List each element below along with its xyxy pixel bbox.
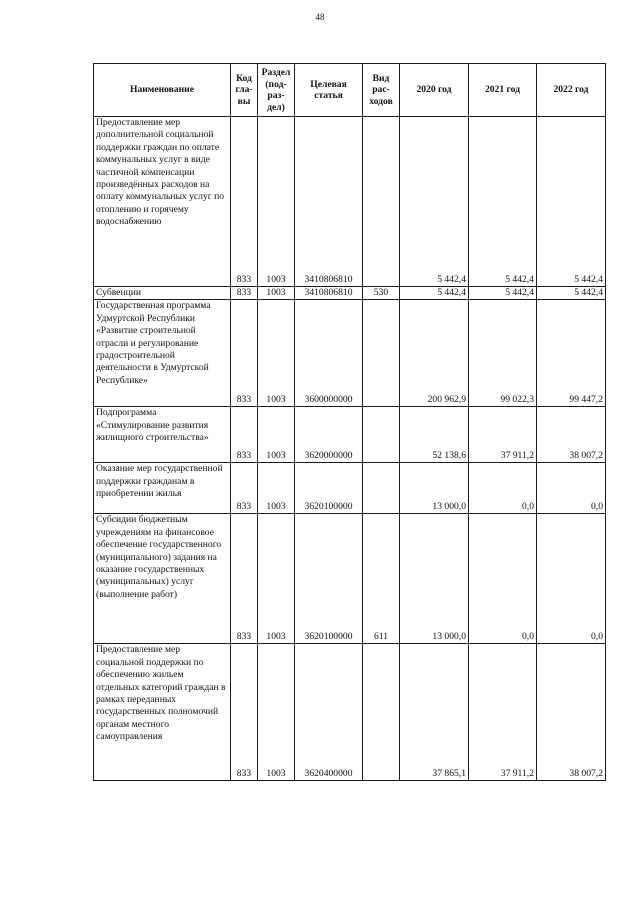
cell-section: 1003 xyxy=(258,644,295,781)
cell-2021: 37 911,2 xyxy=(469,407,537,463)
cell-target: 3620400000 xyxy=(295,644,363,781)
cell-target: 3620100000 xyxy=(295,463,363,514)
cell-2022: 38 007,2 xyxy=(537,644,606,781)
cell-2021: 37 911,2 xyxy=(469,644,537,781)
cell-name: Предоставление мер дополнительной социальной поддержки граждан по оплате коммунальных услуг в виде частичной компенсации произведённых расходов на оплату коммунальных услуг по отоплению и горячему водоснабжению xyxy=(94,117,231,287)
cell-name: Подпрограмма «Стимулирование развития жилищного строительства» xyxy=(94,407,231,463)
header-2021: 2021 год xyxy=(469,64,537,117)
cell-type: 530 xyxy=(363,287,400,300)
table-row xyxy=(94,300,606,407)
table-row xyxy=(94,117,606,287)
cell-type xyxy=(363,463,400,514)
cell-type xyxy=(363,117,400,287)
cell-2020: 5 442,4 xyxy=(400,117,469,287)
cell-section: 1003 xyxy=(258,300,295,407)
cell-2021: 0,0 xyxy=(469,514,537,644)
cell-2020: 37 865,1 xyxy=(400,644,469,781)
cell-2022: 38 007,2 xyxy=(537,407,606,463)
cell-type xyxy=(363,300,400,407)
cell-2022: 0,0 xyxy=(537,463,606,514)
cell-2020: 13 000,0 xyxy=(400,463,469,514)
header-2020: 2020 год xyxy=(400,64,469,117)
budget-table xyxy=(93,63,606,781)
page-number: 48 xyxy=(315,12,325,22)
cell-2021: 5 442,4 xyxy=(469,117,537,287)
cell-2022: 99 447,2 xyxy=(537,300,606,407)
header-name: Наименование xyxy=(94,64,231,117)
cell-code: 833 xyxy=(231,514,258,644)
header-type: Вид рас- ходов xyxy=(363,64,400,117)
cell-code: 833 xyxy=(231,407,258,463)
table-row xyxy=(94,407,606,463)
cell-section: 1003 xyxy=(258,117,295,287)
cell-2020: 200 962,9 xyxy=(400,300,469,407)
cell-code: 833 xyxy=(231,644,258,781)
cell-name: Государственная программа Удмуртской Республики «Развитие строительной отрасли и регулирование градостроительной деятельности в Удмуртской Республике» xyxy=(94,300,231,407)
cell-type xyxy=(363,644,400,781)
cell-target: 3410806810 xyxy=(295,287,363,300)
cell-section: 1003 xyxy=(258,407,295,463)
cell-2022: 5 442,4 xyxy=(537,117,606,287)
header-2022: 2022 год xyxy=(537,64,606,117)
cell-2021: 5 442,4 xyxy=(469,287,537,300)
cell-2022: 0,0 xyxy=(537,514,606,644)
table-header-row xyxy=(94,64,606,117)
cell-2020: 5 442,4 xyxy=(400,287,469,300)
cell-section: 1003 xyxy=(258,514,295,644)
cell-2022: 5 442,4 xyxy=(537,287,606,300)
cell-code: 833 xyxy=(231,463,258,514)
cell-type xyxy=(363,407,400,463)
cell-target: 3410806810 xyxy=(295,117,363,287)
cell-2021: 0,0 xyxy=(469,463,537,514)
cell-name: Предоставление мер социальной поддержки по обеспечению жильем отдельных категорий граждан в рамках переданных государственных полномочий органам местного самоуправления xyxy=(94,644,231,781)
cell-code: 833 xyxy=(231,117,258,287)
cell-2020: 52 138,6 xyxy=(400,407,469,463)
cell-2020: 13 000,0 xyxy=(400,514,469,644)
cell-name: Оказание мер государственной поддержки гражданам в приобретении жилья xyxy=(94,463,231,514)
cell-name: Субсидии бюджетным учреждениям на финансовое обеспечение государственного (муниципального) задания на оказание государственных (муниципальных) услуг (выполнение работ) xyxy=(94,514,231,644)
header-section: Раздел (под- раз- дел) xyxy=(258,64,295,117)
header-code: Код гла- вы xyxy=(231,64,258,117)
cell-2021: 99 022,3 xyxy=(469,300,537,407)
cell-target: 3620000000 xyxy=(295,407,363,463)
cell-type: 611 xyxy=(363,514,400,644)
table-row xyxy=(94,514,606,644)
header-target: Целевая статья xyxy=(295,64,363,117)
cell-code: 833 xyxy=(231,300,258,407)
cell-code: 833 xyxy=(231,287,258,300)
cell-target: 3600000000 xyxy=(295,300,363,407)
cell-name: Субвенции xyxy=(94,287,231,300)
cell-target: 3620100000 xyxy=(295,514,363,644)
cell-section: 1003 xyxy=(258,463,295,514)
table-row xyxy=(94,644,606,781)
cell-section: 1003 xyxy=(258,287,295,300)
table-row xyxy=(94,463,606,514)
table-row xyxy=(94,287,606,300)
